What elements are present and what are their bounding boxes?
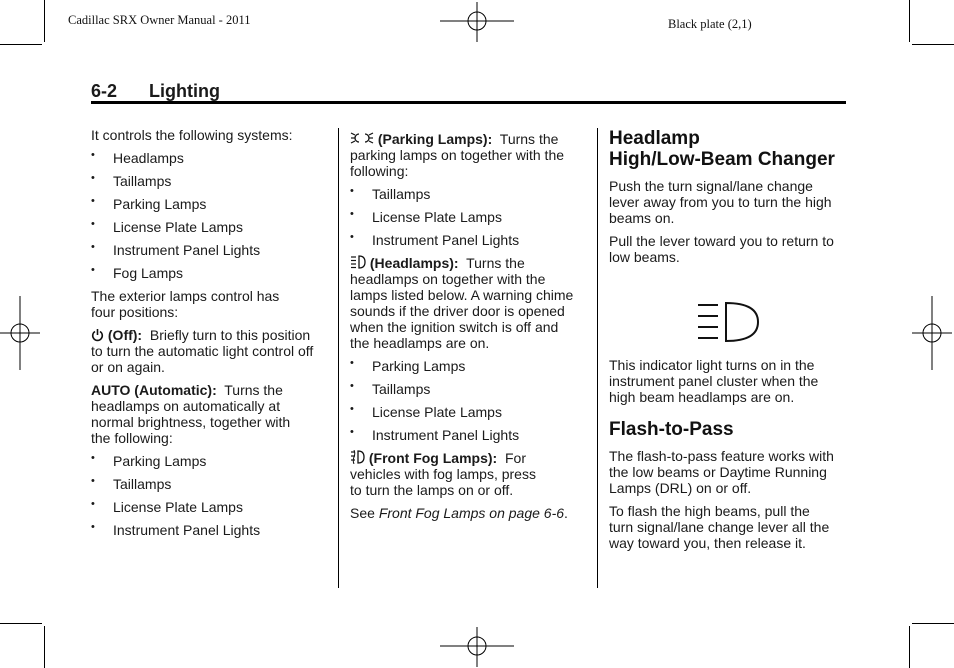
headlamps-list (350, 358, 590, 443)
front-fog-lamps-icon (350, 450, 365, 464)
flash-instructions: To flash the high beams, pull the turn signal/lane change lever all the way toward you, then release it. (609, 503, 830, 551)
crop-mark (912, 623, 954, 624)
parking-lamps-icon (350, 131, 374, 145)
high-beam-indicator-icon (696, 299, 762, 351)
crop-mark (44, 0, 45, 42)
list-item: • License Plate Lamps (91, 498, 243, 515)
list-item: • Instrument Panel Lights (350, 231, 520, 248)
list-item: • Taillamps (91, 172, 172, 189)
list-item: • Instrument Panel Lights (91, 241, 261, 258)
list-item: • Instrument Panel Lights (350, 426, 520, 443)
list-item: • Taillamps (91, 475, 172, 492)
list-item: • Taillamps (350, 380, 431, 397)
crop-mark (0, 623, 42, 624)
section-number: 6-2 (91, 81, 118, 101)
power-icon (91, 328, 104, 342)
list-item: • Fog Lamps (91, 264, 184, 281)
crop-mark (912, 44, 954, 45)
parking-list (350, 186, 590, 248)
crop-mark (909, 0, 910, 42)
positions-text: The exterior lamps control has four positions: (91, 288, 280, 320)
list-item: • Instrument Panel Lights (91, 521, 261, 538)
headlamps-icon (350, 255, 366, 269)
push-paragraph: Push the turn signal/lane change lever away from you to turn the high beams on. (609, 178, 832, 226)
column-2 (350, 131, 590, 521)
plate-label: Black plate (2,1) (668, 17, 752, 31)
headlamps-paragraph: (Headlamps): Turns the headlamps on together with the lamps listed below. A warning chime sounds if the driver door is opened when the ignition switch is off and the headlamps are on. (350, 255, 574, 351)
column-1 (91, 127, 331, 545)
pull-paragraph: Pull the lever toward you to return to low beams. (609, 233, 834, 265)
heading-rule (91, 101, 846, 104)
registration-target-right (912, 296, 952, 370)
heading-flash-to-pass: Flash-to-Pass (609, 419, 734, 440)
list-item: • License Plate Lamps (91, 218, 243, 235)
crop-mark (0, 44, 42, 45)
registration-target-left (0, 296, 40, 370)
list-item: • License Plate Lamps (350, 208, 502, 225)
indicator-paragraph: This indicator light turns on in the instrument panel cluster when the high beam headlamps are on. (609, 357, 819, 405)
column-divider (597, 128, 598, 588)
section-title: Lighting (149, 81, 220, 101)
cross-reference-link[interactable]: Front Fog Lamps on page 6-6 (378, 505, 565, 521)
registration-target-bottom (440, 627, 514, 667)
list-item: • Parking Lamps (91, 452, 207, 469)
list-item: • Taillamps (350, 185, 431, 202)
registration-target-top (440, 2, 514, 42)
flash-paragraph: The flash-to-pass feature works with the low beams or Daytime Running Lamps (DRL) on or off. (609, 448, 834, 496)
parking-paragraph: (Parking Lamps): Turns the parking lamps on together with the following: (350, 131, 565, 179)
off-paragraph: (Off): Briefly turn to this position to turn the automatic light control off or on again. (91, 327, 314, 375)
crop-mark (909, 626, 910, 668)
intro-text: It controls the following systems: (91, 127, 293, 143)
see-reference: See Front Fog Lamps on page 6-6. (350, 505, 568, 521)
systems-list (91, 150, 331, 281)
list-item: • Parking Lamps (350, 357, 466, 374)
list-item: • License Plate Lamps (350, 403, 502, 420)
auto-list (91, 453, 331, 538)
heading-high-low-beam: Headlamp High/Low-Beam Changer (609, 128, 835, 170)
column-3 (609, 128, 854, 551)
crop-mark (44, 626, 45, 668)
list-item: • Parking Lamps (91, 195, 207, 212)
column-divider (338, 128, 339, 588)
manual-title: Cadillac SRX Owner Manual - 2011 (68, 13, 251, 27)
fog-paragraph: (Front Fog Lamps): For vehicles with fog lamps, press to turn the lamps on or off. (350, 450, 536, 498)
list-item: • Headlamps (91, 149, 184, 166)
auto-paragraph: AUTO (Automatic): Turns the headlamps on automatically at normal brightness, together with the following: (91, 382, 291, 446)
